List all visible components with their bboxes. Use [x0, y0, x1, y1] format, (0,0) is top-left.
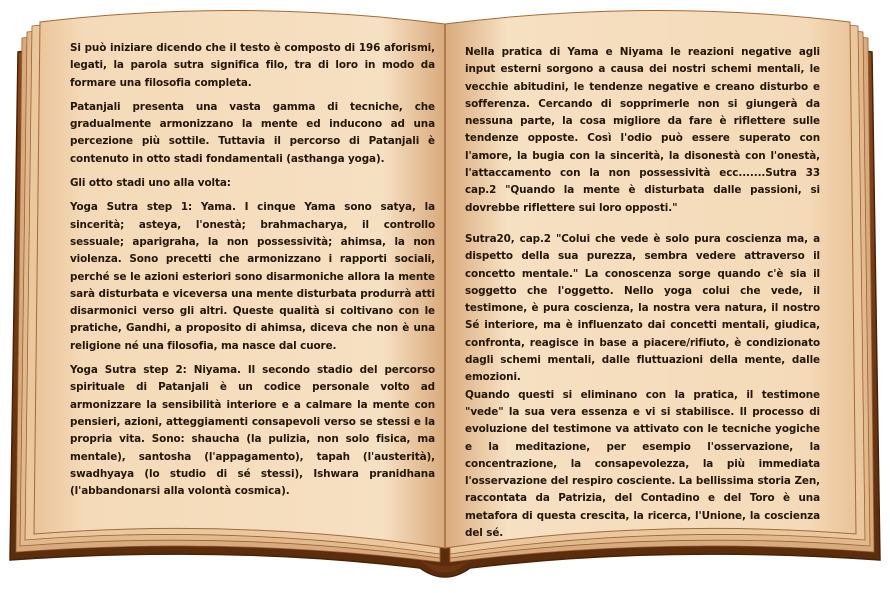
right-page-text [465, 44, 820, 549]
left-paragraph-4: Yoga Sutra step 1: Yama. I cinque Yama sono satya, la sincerità; asteya, l'onestà; brahmacharya, il controllo sessuale; aparigraha, la non possessività; ahimsa, la non violenza. Sono precetti che armonizzano i rapporti sociali, perché se le azioni esteriori sono disarmoniche allora la mente sarà disturbata e viceversa una mente disturbata produrrà atti disarmonici verso gli altri. Queste qualità si coltivano con le pratiche, Gandhi, a proposito di ahimsa, diceva che non è una religione né una filosofia, ma nasce dal cuore. [70, 201, 435, 352]
right-paragraph-3: Quando questi si eliminano con la pratica, il testimone "vede" la sua vera essenza e vi si stabilisce. Il processo di evoluzione del testimone va attivato con le tecniche yogiche e la meditazione, per esempio l'osservazione, la concentrazione, la consapevolezza, la più immediata l'osservazione del respiro cosciente. La bellissima storia Zen, raccontata da Patrizia, del Contadino e del Toro è una metafora di questa crescita, la ricerca, l'Unione, la coscienza del sé. [465, 388, 820, 540]
left-paragraph-5: Yoga Sutra step 2: Niyama. Il secondo stadio del percorso spirituale di Patanjali è un codice personale volto ad armonizzare la sensibilità interiore e a calmare la mente con pensieri, azioni, atteggiamenti consapevoli verso se stessi e la propria vita. Sono: shaucha (la pulizia, non solo fisica, ma mentale), santosha (l'appagamento), tapah (l'austerità), swadhyaya (lo studio di sé stessi), Ishwara pranidhana (l'abbandonarsi alla volontà cosmica). [70, 364, 435, 498]
left-page-text [70, 40, 435, 507]
right-paragraph-2: Sutra20, cap.2 "Colui che vede è solo pura coscienza ma, a dispetto della sua purezza, sembra vedere attraverso il concetto mentale." La conoscenza sorge quando c'è sia il soggetto che l'oggetto. Nello yoga colui che vede, il testimone, è pura coscienza, la nostra vera natura, il nostro Sé interiore, ma è influenzato dai concetti mentali, giudica, confronta, reagisce in base a piacere/rifiuto, è condizionato dagli schemi mentali, dalle fluttuazioni della mente, dalle emozioni. [465, 232, 820, 384]
left-paragraph-2: Patanjali presenta una vasta gamma di tecniche, che gradualmente armonizzano la mente ed inducono ad una percezione più sottile. Tuttavia il percorso di Patanjali è contenuto in otto stadi fondamentali (asthanga yoga). [70, 100, 435, 165]
right-paragraph-1: Nella pratica di Yama e Niyama le reazioni negative agli input esterni sorgono a causa dei nostri schemi mentali, le vecchie abitudini, le tendenze negative e creano disturbo e sofferenza. Cercando di sopprimerle non si giungerà da nessuna parte, la cosa migliore da fare è riflettere sulle tendenze opposte. Così l'odio può essere superato con l'amore, la bugia con la sincerità, la disonestà con l'onestà, l'attaccamento con la non possessività ecc.......Sutra 33 cap.2 "Quando la mente è disturbata dalle passioni, si dovrebbe riflettere sui loro opposti." [465, 46, 820, 214]
left-paragraph-3: Gli otto stadi uno alla volta: [70, 177, 231, 190]
left-paragraph-1: Si può iniziare dicendo che il testo è composto di 196 aforismi, legati, la parola sutra significa filo, tra di loro in modo da formare una filosofia completa. [70, 42, 435, 89]
